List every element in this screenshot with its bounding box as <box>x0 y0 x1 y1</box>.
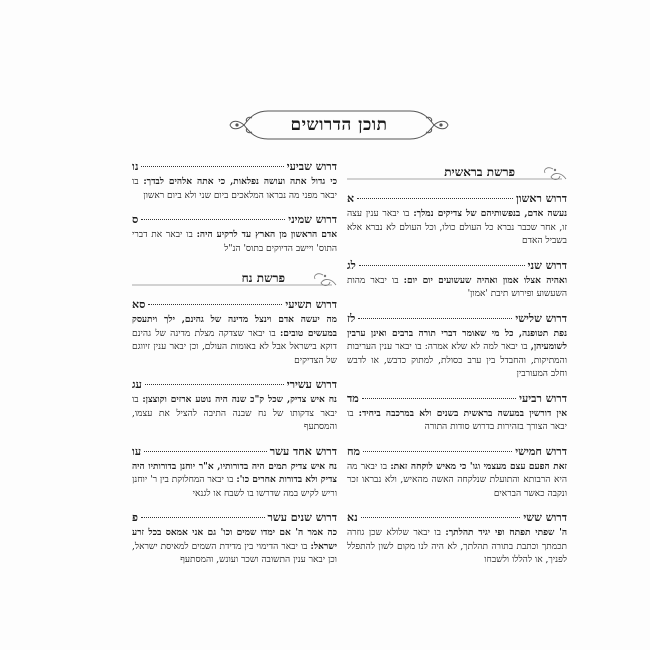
parasha-header-bereshit <box>347 160 567 186</box>
dot-leader <box>144 451 267 452</box>
dot-leader <box>141 219 285 220</box>
entry-lead: נח איש צדיק, שכל ק"כ שנה היה נוטע ארזים וקוצצן: <box>142 395 337 405</box>
entry-lead: זאת הפעם עצם מעצמי וגו' כי מאיש לוקחה זאת: <box>390 461 567 472</box>
page-number: לג <box>347 258 356 272</box>
page-title: תוכן הדרושים <box>290 115 388 135</box>
dot-leader <box>363 451 512 452</box>
entry-description <box>347 275 567 302</box>
dot-leader <box>361 517 521 518</box>
page-number: עו <box>132 444 142 458</box>
entry-description <box>347 328 567 382</box>
toc-entry[interactable] <box>132 445 337 502</box>
toc-entry[interactable] <box>132 378 337 435</box>
dot-leader <box>359 265 525 266</box>
toc-entry[interactable] <box>347 445 567 502</box>
entry-text: בו יבאר מה היא הרבותא והתועלת שנלקחה האשה מהאיש, ולא נבראו זכר ונקבה כאשר הבראים <box>347 461 567 499</box>
entry-description <box>347 527 567 568</box>
entry-label: דרוש אחד עשר <box>269 444 337 458</box>
entry-description <box>132 461 337 502</box>
toc-entry[interactable] <box>347 511 567 568</box>
entry-lead: נעשה אדם, בנפשותיהם של צדיקים נמלך: <box>413 209 568 219</box>
entry-lead: ואהיה אצלו אמון ואהיה שעשועים יום יום: <box>403 275 568 286</box>
dot-leader <box>358 318 512 319</box>
dot-leader <box>145 384 284 385</box>
entry-lead: נח איש צדיק תמים היה בדורותיו, א"ר יוחנן בדורותיו היה צדיק ולא בדורות אחרים כו': <box>132 461 337 485</box>
dot-leader <box>141 166 283 167</box>
entry-description <box>132 176 337 203</box>
toc-entry[interactable] <box>347 259 567 302</box>
page-number: נו <box>132 160 139 173</box>
entry-description <box>132 527 337 568</box>
parasha-header-noach <box>132 266 337 292</box>
entry-text: בו יבאר צדקותו של נח שבנה התיבה להציל את עצמו, והמסתעף <box>132 395 337 432</box>
dot-leader <box>141 517 265 518</box>
entry-description <box>132 314 337 368</box>
page-number: עג <box>132 378 142 391</box>
entry-description <box>132 394 337 435</box>
entry-label: דרוש שביעי <box>286 160 337 173</box>
toc-entry[interactable] <box>347 392 567 435</box>
right-column <box>347 160 567 578</box>
entry-lead: ה' שפתי תפתח ופי יגיד תהלתך: <box>445 528 567 538</box>
toc-entry[interactable] <box>132 298 337 368</box>
entry-text: בו יבאר מהות השעשוע ופירוש תיבת 'אמון' <box>347 275 567 299</box>
entry-label: דרוש שנים עשר <box>267 511 337 524</box>
page-number: לז <box>347 311 356 325</box>
left-column <box>132 160 337 578</box>
entry-label: דרוש חמישי <box>515 444 567 458</box>
page-number: נא <box>347 511 358 524</box>
entry-description <box>347 461 567 502</box>
entry-lead: אדם הראשון מן הארץ עד לרקיע היה: <box>196 230 337 240</box>
parasha-ornament-icon <box>132 266 337 292</box>
entry-lead: מה יעשה אדם וינצל מדינה של גהינם, ילך ויתעסק במעשים טובים: <box>132 315 337 339</box>
entry-lead: אין דורשין במעשה בראשית בשנים ולא במרכבה ביחיד: <box>358 408 567 419</box>
entry-text: בו יבאר מפני מה נבראו המלאכים ביום שני ולא ביום ראשון <box>132 177 337 201</box>
entry-text: בו יבאר למה לא שלא אמרה: בו יבאר ענין העריבות והמתיקות, והחבדל בין ערב כסולת, למתוק כדבש, או לדבש וחלב המעורבין <box>347 342 567 379</box>
entry-label: דרוש ראשון <box>516 192 567 205</box>
page-number: א <box>347 192 355 205</box>
entry-text: בו יבאר ענין עצה זו, אחר שכבר נברא כל העולם כולו, וכל העולם לא נברא אלא בשביל האדם <box>347 209 567 246</box>
page-number: מד <box>347 391 359 405</box>
entry-description <box>347 208 567 249</box>
entry-label: דרוש שני <box>527 258 567 272</box>
parasha-title: פרשת נח <box>241 271 285 285</box>
entry-lead: כי גדול אתה ועושה נפלאות, כי אתה אלהים לבדך: <box>143 177 337 187</box>
entry-description <box>347 408 567 435</box>
page-number: מח <box>347 444 361 458</box>
toc-entry[interactable] <box>132 160 337 203</box>
toc-entry[interactable] <box>132 511 337 568</box>
toc-title-frame <box>228 108 450 142</box>
entry-label: דרוש רביעי <box>519 391 567 405</box>
page-number: סא <box>132 298 146 311</box>
entry-text: בו יבאר הדימוי בין מדידת השמים למאיסת ישראל, וכן יבאר ענין התשובה ושכר ועונש, והמסתעף <box>132 541 337 565</box>
dot-leader <box>148 304 282 305</box>
entry-lead: כה אמר ה' אם ימדו שמים וכו' גם אני אמאס בכל זרע ישראל: <box>132 528 337 552</box>
toc-entry[interactable] <box>347 192 567 249</box>
entry-text: בו יבאר הצורך בזהירות בדרוש סודות התורה <box>347 408 567 432</box>
entry-text: בו יבאר המחלוקת בין ר' יוחנן וריש לקיש במה שדרשו בו לשבח או לגנאי <box>132 475 337 499</box>
entry-label: דרוש שמיני <box>288 213 337 226</box>
entry-text: בו יבאר שלולא שכן גוזרה תכמתך וכתבת בתורה תהלתך, לא היה לנו מקום לשון להתפלל לפניך, או להללו ולשבחו <box>347 528 567 565</box>
entry-label: דרוש עשירי <box>286 378 337 391</box>
toc-entry[interactable] <box>347 312 567 382</box>
entry-lead: נפת תטופנה, כל מי שאומר דברי תורה ברבים ואינן ערבין לשומעיהן, <box>347 328 567 352</box>
entry-description <box>132 229 337 256</box>
entry-text: בו יבאר שצדקה מצלת מדינה של גהינם דוקא בישראל אבל לא באומות העולם, וכן יבאר ענין זיווגם של הצדיקים <box>132 328 337 366</box>
page-number: פ <box>132 511 138 524</box>
dot-leader <box>357 198 513 199</box>
entry-label: דרוש שלישי <box>515 311 567 325</box>
page-number: ס <box>132 213 139 226</box>
entry-label: דרוש ששי <box>523 511 567 524</box>
entry-text: בו יבאר את דברי התוס' ויישב הדיוקים בתוס' הנ"ל <box>132 230 337 254</box>
dot-leader <box>362 398 516 399</box>
entry-label: דרוש תשיעי <box>285 298 337 311</box>
toc-entry[interactable] <box>132 213 337 256</box>
parasha-title: פרשת בראשית <box>444 165 515 179</box>
